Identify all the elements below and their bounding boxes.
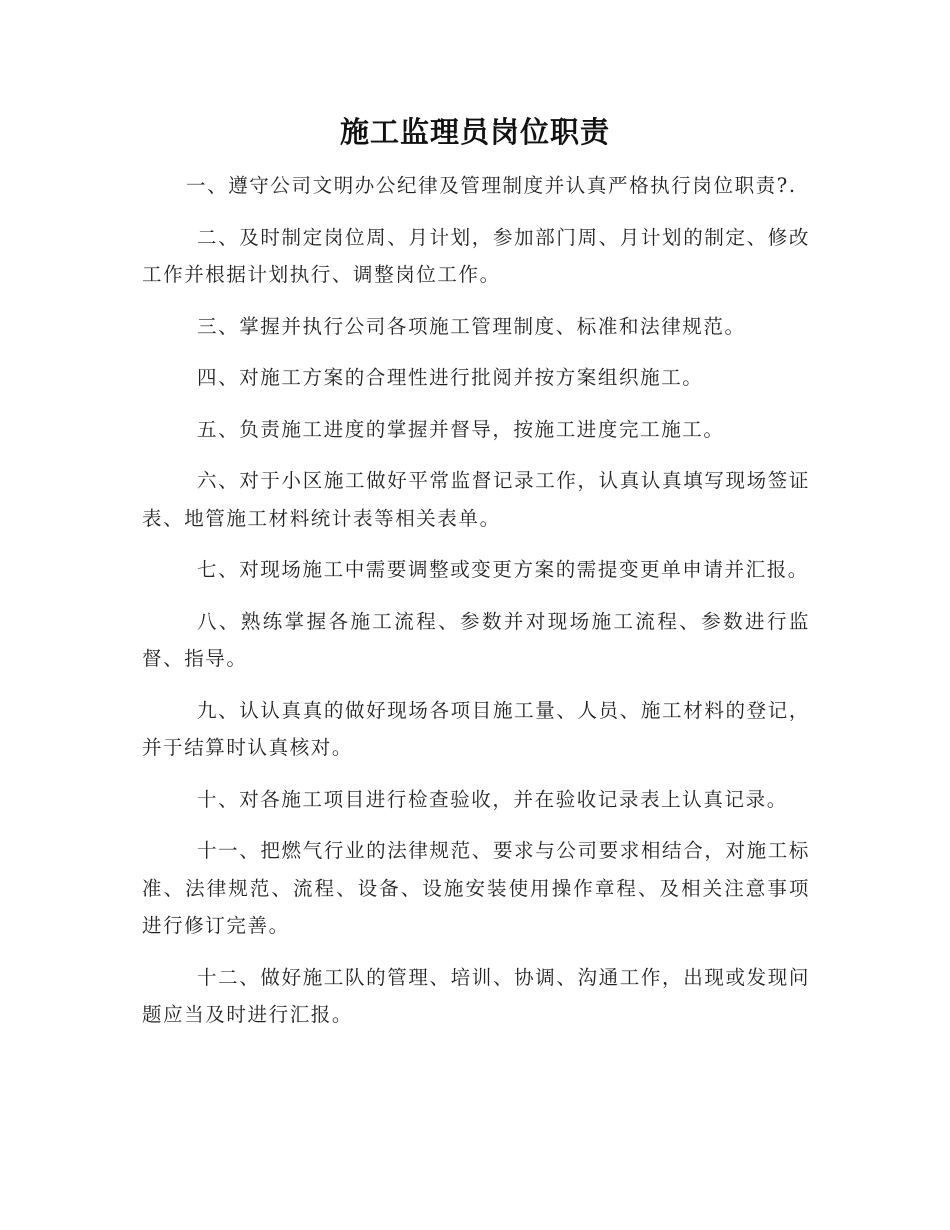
duty-paragraph-3: 三、掌握并执行公司各项施工管理制度、标准和法律规范。 bbox=[197, 314, 746, 338]
duty-paragraph-7: 七、对现场施工中需要调整或变更方案的需提变更单申请并汇报。 bbox=[197, 558, 809, 581]
duty-paragraph-9: 九、认认真真的做好现场各项目施工量、人员、施工材料的登记，并于结算时认真核对。 bbox=[142, 698, 810, 759]
duty-paragraph-5: 五、负责施工进度的掌握并督导，按施工进度完工施工。 bbox=[197, 417, 725, 441]
duty-paragraph-8: 八、熟练掌握各施工流程、参数并对现场施工流程、参数进行监督、指导。 bbox=[142, 609, 810, 670]
document-title: 施工监理员岗位职责 bbox=[339, 115, 610, 149]
duty-paragraph-6: 六、对于小区施工做好平常监督记录工作，认真认真填写现场签证表、地管施工材料统计表等相关表单。 bbox=[142, 469, 810, 530]
duty-paragraph-10: 十、对各施工项目进行检查验收，并在验收记录表上认真记录。 bbox=[197, 787, 788, 811]
duty-paragraph-2: 二、及时制定岗位周、月计划，参加部门周、月计划的制定、修改工作并根据计划执行、调整岗位工作。 bbox=[142, 225, 810, 286]
document-body bbox=[142, 167, 810, 1034]
duty-paragraph-12: 十二、做好施工队的管理、培训、协调、沟通工作，出现或发现问题应当及时进行汇报。 bbox=[142, 965, 810, 1026]
duty-paragraph-4: 四、对施工方案的合理性进行批阅并按方案组织施工。 bbox=[197, 366, 704, 389]
duty-paragraph-1: 一、遵守公司文明办公纪律及管理制度并认真严格执行岗位职责?. bbox=[186, 174, 797, 197]
duty-paragraph-11: 十一、把燃气行业的法律规范、要求与公司要求相结合，对施工标准、法律规范、流程、设备、设施安装使用操作章程、及相关注意事项进行修订完善。 bbox=[142, 839, 810, 937]
